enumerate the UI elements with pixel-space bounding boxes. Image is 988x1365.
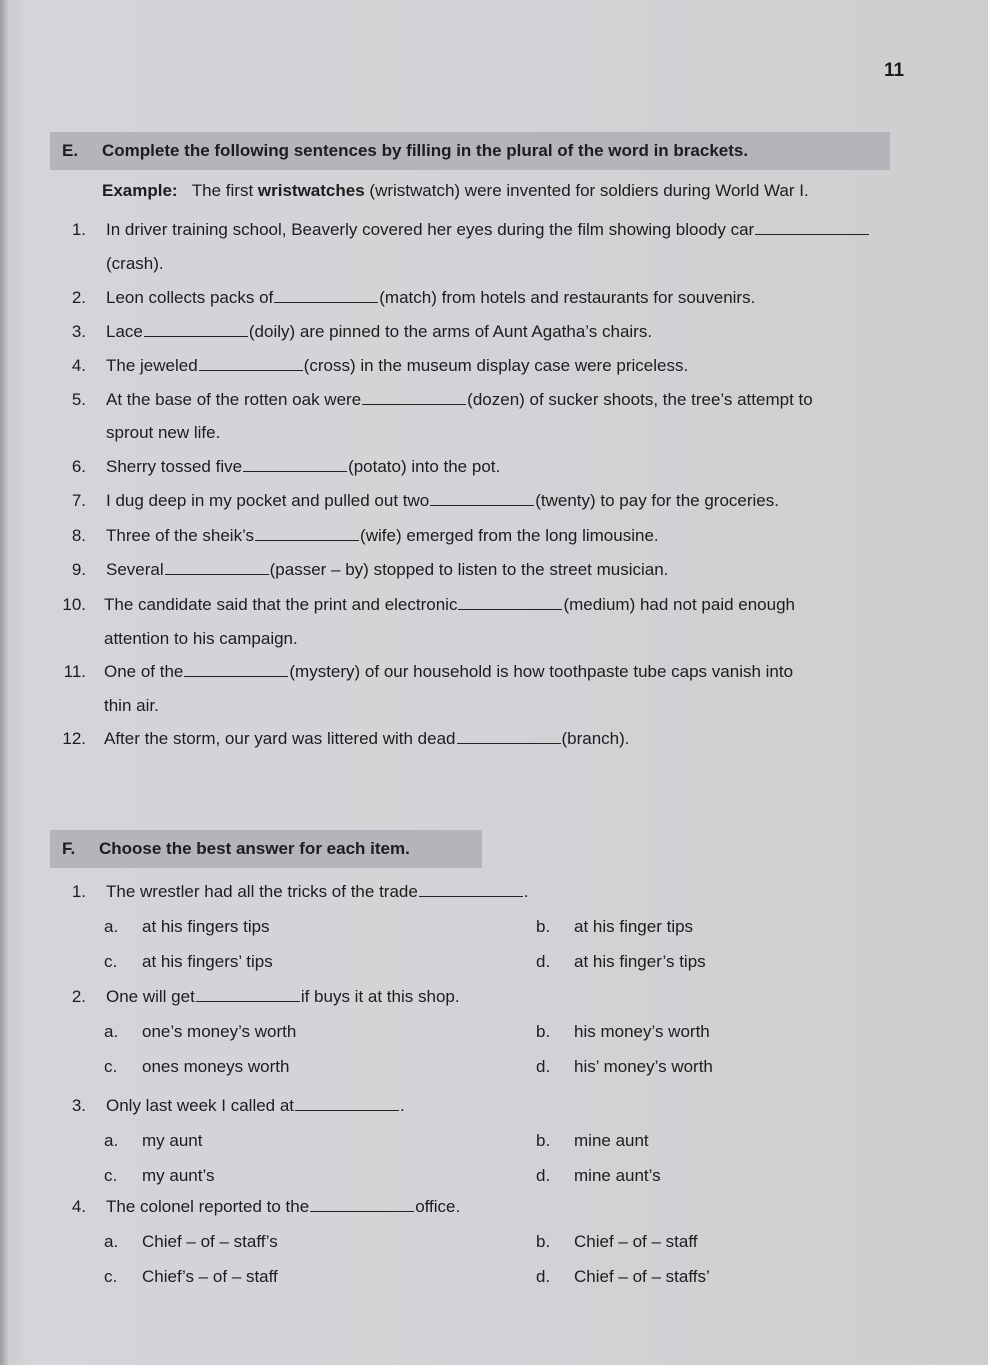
- question-text-before: The wrestler had all the tricks of the trade: [106, 882, 418, 901]
- item-text: [106, 287, 755, 309]
- option-text: one’s money’s worth: [142, 1022, 297, 1041]
- question-text-before: One will get: [106, 987, 195, 1006]
- option-text: at his finger tips: [574, 917, 694, 936]
- item-number: 6.: [71, 457, 86, 476]
- answer-blank[interactable]: [457, 729, 561, 744]
- item-number: 8.: [71, 526, 86, 545]
- answer-blank[interactable]: [310, 1197, 414, 1212]
- item-text: [106, 559, 668, 581]
- question-text: [106, 1196, 460, 1218]
- question-text: [106, 986, 460, 1008]
- item-number: 2.: [71, 288, 86, 307]
- option-text: mine aunt: [574, 1131, 649, 1150]
- example-before: The first: [191, 181, 254, 200]
- item-text-after: (passer – by) stopped to listen to the street musician.: [269, 560, 669, 579]
- answer-blank[interactable]: [255, 526, 359, 541]
- item-number: 12.: [62, 729, 86, 748]
- item-continuation: thin air.: [104, 696, 159, 715]
- option-text: my aunt’s: [142, 1166, 215, 1185]
- option-letter: d.: [536, 1267, 551, 1286]
- item-text-after: (branch).: [561, 729, 630, 748]
- answer-blank[interactable]: [755, 220, 869, 235]
- question-number: 4.: [71, 1197, 86, 1216]
- option-letter: a.: [104, 1232, 119, 1251]
- item-text: [104, 661, 793, 683]
- item-text-before: In driver training school, Beaverly covered her eyes during the film showing bloody car: [106, 220, 755, 239]
- option-letter: c.: [104, 1057, 118, 1076]
- item-number: 9.: [71, 560, 86, 579]
- item-text-before: I dug deep in my pocket and pulled out two: [106, 491, 430, 510]
- section-e-header: [50, 132, 890, 170]
- section-f-header: [50, 830, 482, 868]
- answer-blank[interactable]: [362, 390, 466, 405]
- option-letter: a.: [104, 917, 119, 936]
- item-continuation: (crash).: [106, 254, 164, 273]
- option-letter: d.: [536, 1166, 551, 1185]
- item-text-after: (potato) into the pot.: [348, 457, 501, 476]
- item-text-after: (dozen) of sucker shoots, the tree’s attempt to: [467, 390, 813, 409]
- example-answer: wristwatches: [257, 181, 365, 200]
- option-text: mine aunt’s: [574, 1166, 661, 1185]
- question-text-after: office.: [415, 1197, 461, 1216]
- question-text-after: if buys it at this shop.: [300, 987, 460, 1006]
- item-number: 10.: [62, 595, 86, 614]
- answer-blank[interactable]: [144, 322, 248, 337]
- option-text: my aunt: [142, 1131, 203, 1150]
- section-f-letter: F.: [62, 839, 76, 858]
- option-letter: a.: [104, 1131, 119, 1150]
- option-text: at his fingers tips: [142, 917, 270, 936]
- item-text: [106, 389, 813, 411]
- item-text-before: One of the: [104, 662, 184, 681]
- item-text: [106, 490, 779, 512]
- item-text-before: At the base of the rotten oak were: [106, 390, 362, 409]
- answer-blank[interactable]: [295, 1096, 399, 1111]
- option-letter: d.: [536, 1057, 551, 1076]
- item-number: 7.: [71, 491, 86, 510]
- item-text-before: Several: [106, 560, 164, 579]
- answer-blank[interactable]: [165, 560, 269, 575]
- answer-blank[interactable]: [196, 987, 300, 1002]
- item-text-before: Three of the sheik’s: [106, 526, 255, 545]
- answer-blank[interactable]: [430, 491, 534, 506]
- option-text: Chief’s – of – staff: [142, 1267, 278, 1286]
- item-text-after: (doily) are pinned to the arms of Aunt Agatha’s chairs.: [248, 322, 653, 341]
- item-text-before: After the storm, our yard was littered with dead: [104, 729, 456, 748]
- item-text-after: (wife) emerged from the long limousine.: [360, 526, 659, 545]
- item-text: [104, 594, 795, 616]
- option-letter: a.: [104, 1022, 119, 1041]
- option-text: Chief – of – staffs’: [574, 1267, 710, 1286]
- option-text: Chief – of – staff: [574, 1232, 698, 1251]
- question-text-after: .: [523, 882, 529, 901]
- option-letter: b.: [536, 1022, 551, 1041]
- example-label: Example:: [102, 181, 178, 200]
- example-after: (wristwatch) were invented for soldiers during World War I.: [369, 181, 809, 200]
- item-number: 5.: [71, 390, 86, 409]
- option-letter: c.: [104, 1166, 118, 1185]
- option-text: ones moneys worth: [142, 1057, 290, 1076]
- item-text-after: (cross) in the museum display case were priceless.: [303, 356, 689, 375]
- section-f-title: Choose the best answer for each item.: [99, 839, 410, 858]
- question-number: 2.: [71, 987, 86, 1006]
- option-letter: c.: [104, 952, 118, 971]
- option-letter: c.: [104, 1267, 118, 1286]
- answer-blank[interactable]: [199, 356, 303, 371]
- section-e-title: Complete the following sentences by filling in the plural of the word in brackets.: [102, 141, 749, 160]
- item-text-before: The candidate said that the print and electronic: [104, 595, 458, 614]
- item-number: 3.: [71, 322, 86, 341]
- item-text: [106, 525, 659, 547]
- question-text-before: Only last week I called at: [106, 1096, 295, 1115]
- question-text-before: The colonel reported to the: [106, 1197, 310, 1216]
- item-continuation: sprout new life.: [106, 423, 221, 442]
- item-text: [106, 321, 652, 343]
- option-letter: d.: [536, 952, 551, 971]
- option-text: at his finger’s tips: [574, 952, 706, 971]
- example-line: [102, 180, 809, 202]
- item-text-before: Lace: [106, 322, 143, 341]
- question-text: [106, 881, 529, 903]
- item-text-before: The jeweled: [106, 356, 198, 375]
- answer-blank[interactable]: [458, 595, 562, 610]
- page-number: 11: [884, 60, 905, 81]
- option-letter: b.: [536, 917, 551, 936]
- option-letter: b.: [536, 1131, 551, 1150]
- question-text: [106, 1095, 405, 1117]
- answer-blank[interactable]: [274, 288, 378, 303]
- item-text-after: (twenty) to pay for the groceries.: [535, 491, 779, 510]
- item-text: [104, 728, 630, 750]
- item-text-after: (match) from hotels and restaurants for souvenirs.: [379, 288, 756, 307]
- item-text: [106, 219, 870, 241]
- item-text-after: (medium) had not paid enough: [563, 595, 795, 614]
- item-text-before: Sherry tossed five: [106, 457, 243, 476]
- option-letter: b.: [536, 1232, 551, 1251]
- item-number: 1.: [71, 220, 86, 239]
- item-text-after: (mystery) of our household is how toothpaste tube caps vanish into: [289, 662, 794, 681]
- question-number: 3.: [71, 1096, 86, 1115]
- item-text-before: Leon collects packs of: [106, 288, 274, 307]
- question-text-after: .: [400, 1096, 405, 1115]
- option-text: at his fingers’ tips: [142, 952, 273, 971]
- answer-blank[interactable]: [184, 662, 288, 677]
- option-text: his money’s worth: [574, 1022, 710, 1041]
- answer-blank[interactable]: [243, 457, 347, 472]
- option-text: Chief – of – staff’s: [142, 1232, 278, 1251]
- answer-blank[interactable]: [419, 882, 523, 897]
- item-text: [106, 355, 688, 377]
- item-text: [106, 456, 500, 478]
- question-number: 1.: [71, 882, 86, 901]
- item-continuation: attention to his campaign.: [104, 629, 298, 648]
- item-number: 4.: [71, 356, 86, 375]
- page-edge-shadow: [0, 0, 8, 1365]
- section-e-letter: E.: [62, 141, 79, 160]
- item-number: 11.: [63, 662, 86, 681]
- option-text: his’ money’s worth: [574, 1057, 713, 1076]
